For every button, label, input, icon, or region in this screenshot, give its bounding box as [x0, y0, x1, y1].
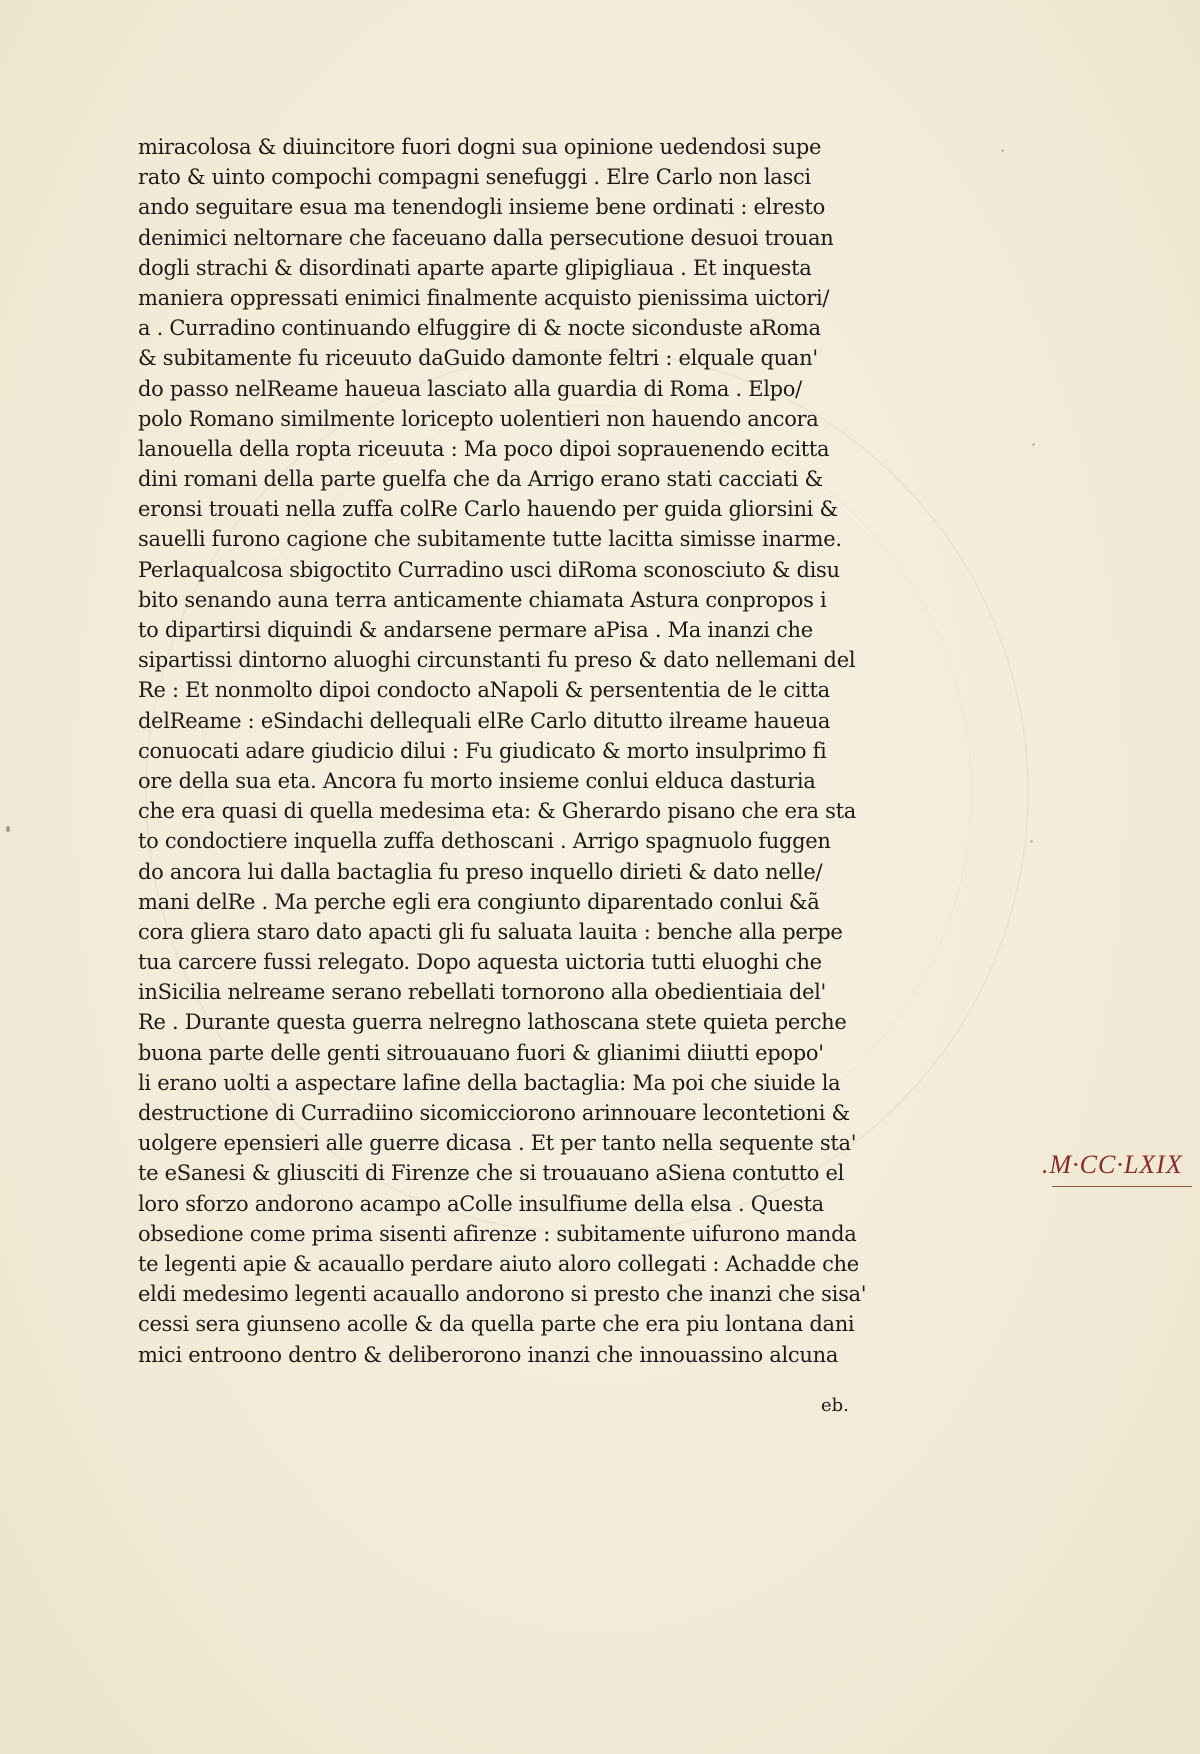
text-line: delReame : eSindachi dellequali elRe Carlo ditutto ilreame haueua — [138, 708, 831, 733]
text-line: cora gliera staro dato apacti gli fu saluata lauita : benche alla perpe — [138, 919, 843, 944]
text-line: loro sforzo andorono acampo aColle insulfiume della elsa . Questa — [138, 1191, 824, 1216]
text-line: cessi sera giunseno acolle & da quella parte che era piu lontana dani — [138, 1312, 855, 1337]
text-line: maniera oppressati enimici finalmente acquisto pienissima uictori/ — [138, 285, 830, 310]
text-line: do passo nelReame haueua lasciato alla guardia di Roma . Elpo/ — [138, 376, 802, 401]
paper-speck — [6, 826, 10, 832]
text-line: to condoctiere inquella zuffa dethoscani . Arrigo spagnuolo fuggen — [138, 829, 831, 854]
text-line: eldi medesimo legenti acauallo andorono si presto che inanzi che sisa' — [138, 1282, 867, 1307]
text-line: uolgere epensieri alle guerre dicasa . Et per tanto nella sequente sta' — [138, 1131, 857, 1156]
text-line: Re : Et nonmolto dipoi condocto aNapoli & persententia de le citta — [138, 678, 830, 703]
text-line: polo Romano similmente loricepto uolentieri non hauendo ancora — [138, 406, 819, 431]
text-line: eronsi trouati nella zuffa colRe Carlo hauendo per guida gliorsini & — [138, 497, 838, 522]
body-text — [138, 132, 878, 1370]
text-line: che era quasi di quella medesima eta: & Gherardo pisano che era sta — [138, 799, 856, 824]
text-line: lanouella della ropta riceuuta : Ma poco dipoi soprauenendo ecitta — [138, 436, 830, 461]
text-line: dogli strachi & disordinati aparte aparte glipigliaua . Et inquesta — [138, 255, 812, 280]
text-line: mici entroono dentro & deliberorono inanzi che innouassino alcuna — [138, 1342, 839, 1367]
text-line: ando seguitare esua ma tenendogli insieme bene ordinati : elresto — [138, 195, 825, 220]
text-line: Perlaqualcosa sbigoctito Curradino usci diRoma sconosciuto & disu — [138, 557, 840, 582]
text-line: sipartissi dintorno aluoghi circunstanti fu preso & dato nellemani del — [138, 648, 856, 673]
paper-speck — [1032, 443, 1035, 446]
paper-speck — [1030, 840, 1033, 843]
text-line: conuocati adare giudicio dilui : Fu giudicato & morto insulprimo fi — [138, 738, 827, 763]
text-line: sauelli furono cagione che subitamente tutte lacitta simisse inarme. — [138, 527, 842, 552]
text-line: ore della sua eta. Ancora fu morto insieme conlui elduca dasturia — [138, 768, 816, 793]
text-line: inSicilia nelreame serano rebellati tornorono alla obedientiaia del' — [138, 980, 826, 1005]
text-line: to dipartirsi diquindi & andarsene permare aPisa . Ma inanzi che — [138, 618, 813, 642]
text-line: obsedione come prima sisenti afirenze : subitamente uifurono manda — [138, 1221, 857, 1246]
text-line: te legenti apie & acauallo perdare aiuto aloro collegati : Achadde che — [138, 1251, 859, 1276]
text-line: tua carcere fussi relegato. Dopo aquesta uictoria tutti eluoghi che — [138, 950, 822, 975]
text-line: bito senando auna terra anticamente chiamata Astura conpropos i — [138, 587, 827, 612]
text-line: miracolosa & diuincitore fuori dogni sua opinione uedendosi supe — [138, 135, 822, 159]
text-line: rato & uinto compochi compagni senefuggi . Elre Carlo non lasci — [138, 165, 811, 190]
margin-note-underline — [1052, 1186, 1192, 1187]
text-line: te eSanesi & gliusciti di Firenze che si trouauano aSiena contutto el — [138, 1161, 845, 1186]
text-line: dini romani della parte guelfa che da Arrigo erano stati cacciati & — [138, 467, 823, 492]
text-line: denimici neltornare che faceuano dalla persecutione desuoi trouan — [138, 225, 834, 250]
text-line: mani delRe . Ma perche egli era congiunto diparentado conlui &ã — [138, 889, 820, 914]
text-line: & subitamente fu riceuuto daGuido damonte feltri : elquale quan' — [138, 346, 818, 371]
paper-speck — [1001, 149, 1004, 152]
margin-date-note: .M·CC·LXIX — [1042, 1150, 1183, 1179]
text-line: Re . Durante questa guerra nelregno lathoscana stete quieta perche — [138, 1010, 847, 1035]
text-line: destructione di Curradiino sicomicciorono arinnouare lecontetioni & — [138, 1101, 850, 1125]
text-line: buona parte delle genti sitrouauano fuori & glianimi diiutti epopo' — [138, 1040, 824, 1065]
catchword: eb. — [821, 1395, 849, 1416]
text-line: do ancora lui dalla bactaglia fu preso inquello dirieti & dato nelle/ — [138, 859, 823, 884]
text-line: a . Curradino continuando elfuggire di & nocte siconduste aRoma — [138, 316, 821, 341]
text-line: li erano uolti a aspectare lafine della bactaglia: Ma poi che siuide la — [138, 1070, 841, 1095]
